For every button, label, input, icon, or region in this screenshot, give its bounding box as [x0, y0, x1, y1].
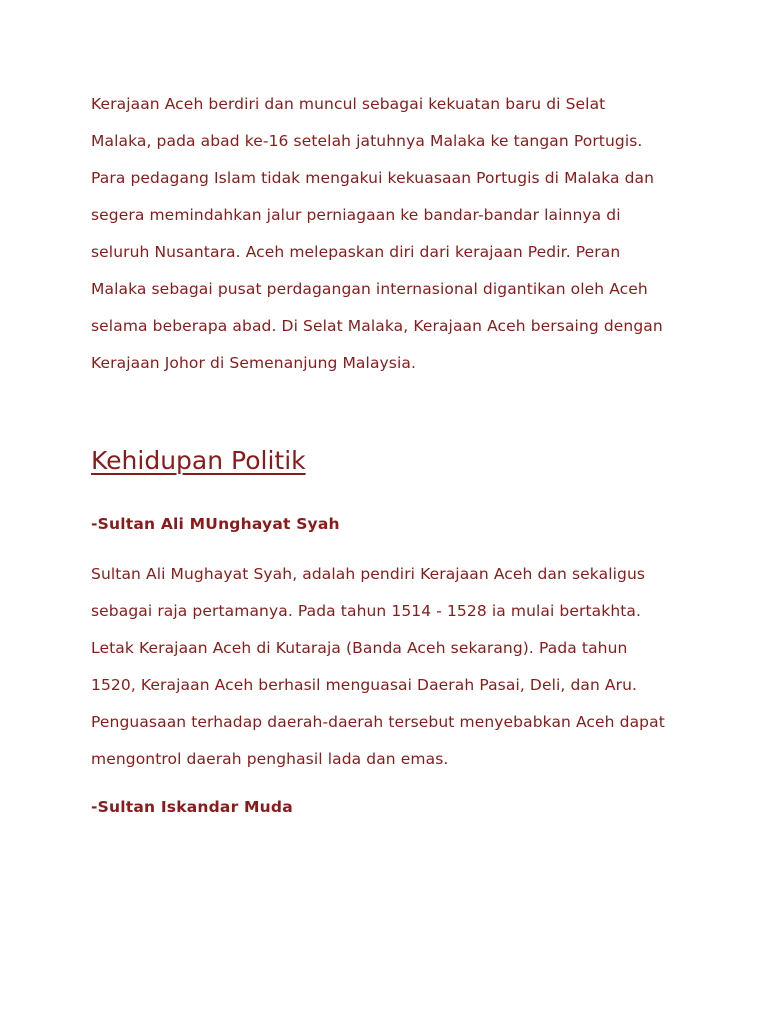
- section-heading: Kehidupan Politik: [91, 446, 306, 475]
- text-line: Kerajaan Aceh berdiri dan muncul sebagai kekuatan baru di Selat: [91, 95, 606, 113]
- text-line: seluruh Nusantara. Aceh melepaskan diri dari kerajaan Pedir. Peran: [91, 243, 621, 261]
- intro-paragraph: [91, 86, 663, 382]
- text-line: 1520, Kerajaan Aceh berhasil menguasai Daerah Pasai, Deli, dan Aru.: [91, 676, 638, 694]
- text-line: Sultan Ali Mughayat Syah, adalah pendiri Kerajaan Aceh dan sekaligus: [91, 565, 646, 583]
- text-line: selama beberapa abad. Di Selat Malaka, Kerajaan Aceh bersaing dengan: [91, 317, 663, 335]
- subheading-sultan-ali: -Sultan Ali MUnghayat Syah: [91, 515, 340, 533]
- text-line: mengontrol daerah penghasil lada dan emas.: [91, 750, 449, 768]
- text-line: Para pedagang Islam tidak mengakui kekuasaan Portugis di Malaka dan: [91, 169, 655, 187]
- text-line: segera memindahkan jalur perniagaan ke bandar-bandar lainnya di: [91, 206, 621, 224]
- subheading-sultan-iskandar: -Sultan Iskandar Muda: [91, 798, 293, 816]
- text-line: Malaka sebagai pusat perdagangan internasional digantikan oleh Aceh: [91, 280, 648, 298]
- text-line: Malaka, pada abad ke-16 setelah jatuhnya Malaka ke tangan Portugis.: [91, 132, 643, 150]
- text-line: Kerajaan Johor di Semenanjung Malaysia.: [91, 354, 417, 372]
- sultan-ali-paragraph: [91, 556, 665, 778]
- text-line: Penguasaan terhadap daerah-daerah tersebut menyebabkan Aceh dapat: [91, 713, 665, 731]
- text-line: Letak Kerajaan Aceh di Kutaraja (Banda Aceh sekarang). Pada tahun: [91, 639, 628, 657]
- text-line: sebagai raja pertamanya. Pada tahun 1514 - 1528 ia mulai bertakhta.: [91, 602, 642, 620]
